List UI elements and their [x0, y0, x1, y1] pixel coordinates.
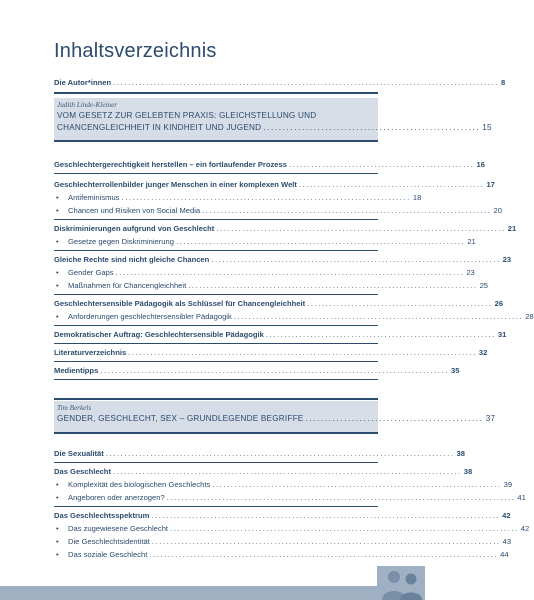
- toc-page: 17: [486, 180, 495, 189]
- divider: [54, 294, 378, 295]
- toc-page: 42: [502, 511, 511, 520]
- toc-page: 42: [520, 524, 530, 533]
- leader-dots: ..............................................................................................: [166, 493, 516, 502]
- toc-page: 38: [456, 449, 465, 458]
- leader-dots: ..............................................................................................: [100, 366, 450, 375]
- toc-label: Geschlechterrollenbilder junger Menschen in einer komplexen Welt: [54, 180, 297, 189]
- footer-band: [0, 586, 425, 600]
- divider: [54, 140, 378, 142]
- leader-dots: ..............................................................................: [211, 255, 501, 264]
- toc-entry[interactable]: [54, 224, 517, 234]
- toc-label: Demokratischer Auftrag: Geschlechtersensible Pädagogik: [54, 330, 264, 339]
- leader-dots: ........................................................: [263, 123, 481, 132]
- divider: [54, 398, 378, 400]
- toc-label: Anforderungen geschlechtersensibler Pädagogik: [68, 312, 232, 321]
- people-icon: [377, 566, 425, 600]
- toc-page: 21: [507, 224, 517, 233]
- bullet-icon: •: [56, 537, 59, 546]
- toc-page: 25: [479, 281, 489, 290]
- leader-dots: ..................................................: [298, 180, 485, 189]
- toc-subentry[interactable]: [54, 524, 530, 534]
- leader-dots: ..............................................................................: [175, 237, 466, 246]
- toc-page: 28: [525, 312, 534, 321]
- toc-label: Gleiche Rechte sind nicht gleiche Chancen: [54, 255, 210, 264]
- leader-dots: ..............................................................................: [216, 224, 506, 233]
- leader-dots: ..............................................................................................: [112, 467, 462, 476]
- toc-page: 23: [502, 255, 512, 264]
- toc-page: 43: [502, 537, 512, 546]
- toc-subentry[interactable]: [54, 550, 509, 560]
- toc-label: Diskriminierungen aufgrund von Geschlecht: [54, 224, 215, 233]
- divider: [54, 379, 378, 380]
- toc-entry[interactable]: [54, 255, 512, 265]
- divider: [54, 250, 378, 251]
- leader-dots: ..............................................................: [265, 330, 496, 339]
- leader-dots: ..............................................................................................: [128, 348, 477, 357]
- toc-label: Die Autor*innen: [54, 78, 112, 87]
- toc-page: 18: [412, 193, 422, 202]
- toc-page: 23: [466, 268, 475, 277]
- toc-entry[interactable]: [54, 366, 460, 376]
- leader-dots: ..............................................................................................: [105, 449, 455, 458]
- toc-page: 32: [478, 348, 488, 357]
- toc-page: 39: [503, 480, 513, 489]
- toc-label: Das soziale Geschlecht: [68, 550, 148, 559]
- divider: [54, 432, 378, 434]
- toc-entry[interactable]: [54, 160, 485, 170]
- toc-entry[interactable]: [54, 467, 473, 477]
- divider: [54, 361, 378, 362]
- leader-dots: ..................................................: [307, 299, 493, 308]
- toc-entry[interactable]: [54, 180, 495, 190]
- toc-entry[interactable]: [54, 330, 507, 340]
- leader-dots: ..............................................................................: [188, 281, 478, 290]
- toc-subentry[interactable]: [54, 312, 534, 322]
- toc-label: Medientipps: [54, 366, 99, 375]
- toc-page: 35: [451, 366, 460, 375]
- toc-label: Komplexität des biologischen Geschlechts: [68, 480, 211, 489]
- toc-label: Die Sexualität: [54, 449, 104, 458]
- section-title-line1: VOM GESETZ ZUR GELEBTEN PRAXIS: GLEICHSTELLUNG UND: [57, 111, 317, 120]
- toc-label: Geschlechtersensible Pädagogik als Schlüssel für Chancengleichheit: [54, 299, 306, 308]
- section-title-line2: [57, 122, 492, 134]
- bullet-icon: •: [56, 312, 59, 321]
- toc-page: 20: [493, 206, 502, 215]
- bullet-icon: •: [56, 237, 59, 246]
- divider: [54, 92, 378, 94]
- divider: [54, 506, 378, 507]
- toc-label: Das Geschlechtsspektrum: [54, 511, 150, 520]
- leader-dots: ..................................................: [288, 160, 475, 169]
- toc-label: Antifeminismus: [68, 193, 120, 202]
- toc-page: 44: [500, 550, 509, 559]
- toc-subentry[interactable]: [54, 206, 502, 216]
- divider: [54, 219, 378, 220]
- toc-subentry[interactable]: [54, 480, 513, 490]
- leader-dots: ..............................................................................: [202, 206, 492, 215]
- leader-dots: ........................................................................................................: [113, 78, 499, 87]
- toc-entry[interactable]: [54, 348, 488, 358]
- toc-entry-authors[interactable]: [54, 78, 506, 88]
- toc-entry[interactable]: [54, 449, 465, 459]
- divider: [54, 462, 378, 463]
- bullet-icon: •: [56, 493, 59, 502]
- divider: [54, 343, 378, 344]
- section-author: Tim Berkels: [57, 404, 92, 412]
- bullet-icon: •: [56, 206, 59, 215]
- divider: [54, 325, 378, 326]
- toc-subentry[interactable]: [54, 281, 489, 291]
- bullet-icon: •: [56, 268, 59, 277]
- toc-label: Angeboren oder anerzogen?: [68, 493, 165, 502]
- toc-label: Das Geschlecht: [54, 467, 111, 476]
- page-title: Inhaltsverzeichnis: [54, 40, 217, 62]
- toc-subentry[interactable]: [54, 237, 476, 247]
- leader-dots: ..............................................................................................: [151, 537, 501, 546]
- leader-dots: ..............................................................................: [212, 480, 502, 489]
- toc-subentry[interactable]: [54, 193, 422, 203]
- leader-dots: ..............................................................................................: [170, 524, 519, 533]
- toc-label: Gender Gaps: [68, 268, 114, 277]
- bullet-icon: •: [56, 193, 59, 202]
- section-header-2[interactable]: [54, 401, 496, 432]
- divider: [54, 173, 378, 174]
- section-title-text: CHANCENGLEICHHEIT IN KINDHEIT UND JUGEND: [57, 123, 262, 132]
- section-title-text: GENDER, GESCHLECHT, SEX – GRUNDLEGENDE BEGRIFFE: [57, 414, 304, 423]
- toc-label: Chancen und Risiken von Social Media: [68, 206, 201, 215]
- toc-entry[interactable]: [54, 511, 511, 521]
- leader-dots: ..............................................................................................: [115, 268, 465, 277]
- leader-dots: ..............................................................................: [121, 193, 411, 202]
- toc-label: Maßnahmen für Chancengleichheit: [68, 281, 187, 290]
- toc-page: 21: [467, 237, 476, 246]
- bullet-icon: •: [56, 281, 59, 290]
- leader-dots: ..............................................................................................: [149, 550, 499, 559]
- bullet-icon: •: [56, 550, 59, 559]
- toc-entry[interactable]: [54, 299, 504, 309]
- toc-subentry[interactable]: [54, 537, 512, 547]
- toc-page: 38: [463, 467, 473, 476]
- toc-label: Das zugewiesene Geschlecht: [68, 524, 169, 533]
- toc-label: Geschlechtergerechtigkeit herstellen – ein fortlaufender Prozess: [54, 160, 287, 169]
- toc-page: 31: [497, 330, 507, 339]
- toc-label: Die Geschlechtsidentität: [68, 537, 150, 546]
- bullet-icon: •: [56, 524, 59, 533]
- section-title-line: [57, 413, 496, 425]
- section-page: 37: [485, 414, 496, 423]
- section-header-1[interactable]: [54, 98, 492, 140]
- section-page: 15: [482, 123, 492, 132]
- toc-page: 16: [476, 160, 485, 169]
- bullet-icon: •: [56, 480, 59, 489]
- toc-subentry[interactable]: [54, 493, 526, 503]
- leader-dots: ..............................................................................: [233, 312, 524, 321]
- toc-label: Gesetze gegen Diskriminierung: [68, 237, 174, 246]
- toc-subentry[interactable]: [54, 268, 475, 278]
- toc-page: 26: [494, 299, 504, 308]
- toc-page: 8: [500, 78, 506, 87]
- toc-page: 41: [517, 493, 526, 502]
- leader-dots: ..............................................................................................: [151, 511, 501, 520]
- section-author: Judith Linde-Kleiner: [57, 101, 118, 109]
- leader-dots: ..............................................: [305, 414, 484, 423]
- toc-label: Literaturverzeichnis: [54, 348, 127, 357]
